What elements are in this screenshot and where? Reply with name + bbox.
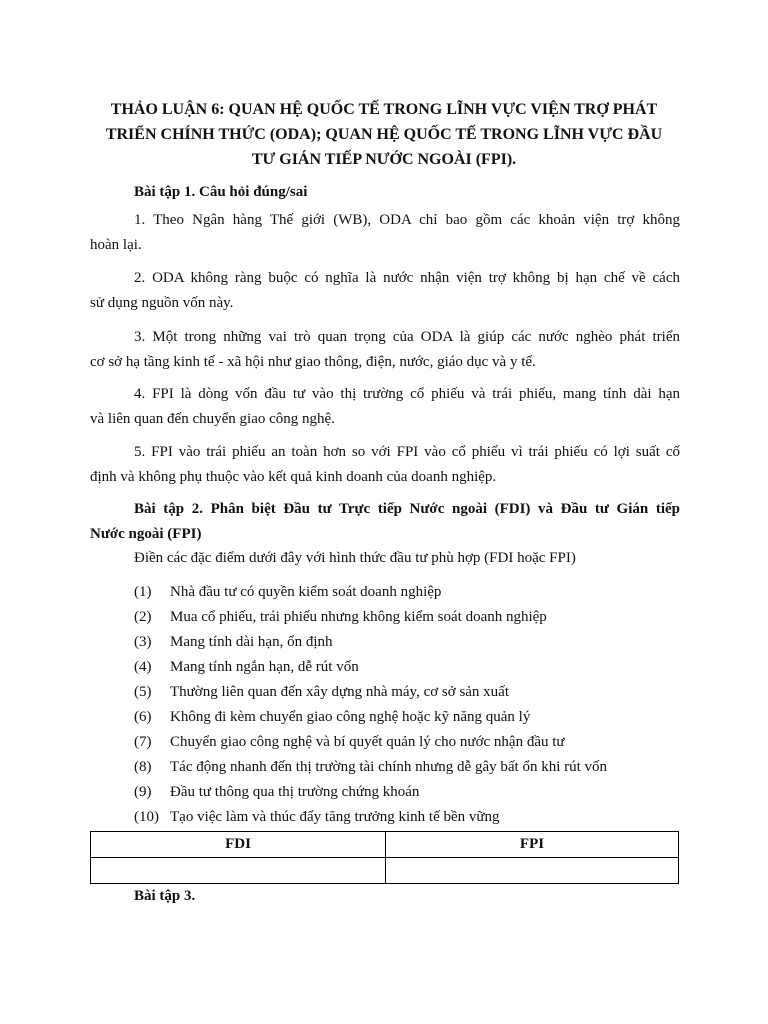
table-row	[91, 858, 679, 884]
exercise-2-instruction: Điền các đặc điểm dưới đây với hình thức đầu tư phù hợp (FDI hoặc FPI)	[134, 550, 576, 566]
table-header-fpi: FPI	[386, 832, 679, 858]
question-2: 2. ODA không ràng buộc có nghĩa là nước nhận viện trợ không bị hạn chế về cách sử dụng nguồn vốn này.	[90, 270, 680, 311]
question-1: 1. Theo Ngân hàng Thế giới (WB), ODA chỉ bao gồm các khoản viện trợ không hoàn lại.	[90, 212, 680, 253]
question-5: 5. FPI vào trái phiếu an toàn hơn so với FPI vào cổ phiếu vì trái phiếu có lợi suất cố định và không phụ thuộc vào kết quả kinh doanh của doanh nghiệp.	[90, 444, 680, 485]
table-header-row	[91, 832, 679, 858]
table-cell-fpi[interactable]	[386, 858, 679, 884]
exercise-1-heading: Bài tập 1. Câu hỏi đúng/sai	[134, 184, 308, 200]
exercise-2-heading: Bài tập 2. Phân biệt Đầu tư Trực tiếp Nước ngoài (FDI) và Đầu tư Gián tiếp Nước ngoài (FPI)	[90, 501, 680, 542]
fdi-fpi-table	[90, 831, 679, 884]
title-line-1: THẢO LUẬN 6: QUAN HỆ QUỐC TẾ TRONG LĨNH VỰC VIỆN TRỢ PHÁT	[110, 101, 658, 118]
table-cell-fdi[interactable]	[91, 858, 386, 884]
title-line-2: TRIỂN CHÍNH THỨC (ODA); QUAN HỆ QUỐC TẾ TRONG LĨNH VỰC ĐẦU	[105, 126, 663, 143]
title-line-3: TƯ GIÁN TIẾP NƯỚC NGOÀI (FPI).	[251, 151, 517, 168]
document-title	[90, 97, 678, 172]
question-3: 3. Một trong những vai trò quan trọng của ODA là giúp các nước nghèo phát triển cơ sở hạ tầng kinh tế - xã hội như giao thông, điện, nước, giáo dục và y tế.	[90, 329, 680, 370]
exercise-3-heading: Bài tập 3.	[134, 888, 196, 904]
question-4: 4. FPI là dòng vốn đầu tư vào thị trường cổ phiếu và trái phiếu, mang tính dài hạn và liên quan đến chuyển giao công nghệ.	[90, 386, 680, 427]
table-header-fdi: FDI	[91, 832, 386, 858]
document-page: THẢO LUẬN 6: QUAN HỆ QUỐC TẾ TRONG LĨNH VỰC VIỆN TRỢ PHÁT TRIỂN CHÍNH THỨC (ODA); QUAN HỆ QUỐC TẾ TRONG LĨNH VỰC ĐẦU TƯ GIÁN TIẾP NƯỚC NGOÀI (FPI). Bài tập 1. Câu hỏi đúng/sai 1. Theo Ngân hàng Thế giới (WB), ODA chỉ bao gồm các khoản viện trợ không hoàn lại. 2. ODA không ràng buộc có nghĩa là nước nhận viện trợ không bị hạn chế về cách sử dụng nguồn vốn này. 3. Một trong những vai trò quan trọng của ODA là giúp các nước nghèo phát triển cơ sở hạ tầng kinh tế - xã hội như giao thông, điện, nước, giáo dục và y tế. 4. FPI là dòng vốn đầu tư vào thị trường cổ phiếu và trái phiếu, mang tính dài hạn và liên quan đến chuyển giao công nghệ. 5. FPI vào trái phiếu an toàn hơn so với FPI vào cổ phiếu vì trái phiếu có lợi suất cố định và không phụ thuộc vào kết quả kinh doanh của doanh nghiệp. Bài tập 2. Phân biệt Đầu tư Trực tiếp Nước ngoài (FDI) và Đầu tư Gián tiếp Nước ngoài (FPI) Điền các đặc điểm dưới đây với hình thức đầu tư phù hợp (FDI hoặc FPI) (1) Nhà đầu tư có quyền kiểm soát doanh nghiệp (2) Mua cổ phiếu, trái phiếu nhưng không kiểm soát doanh nghiệp (3) Mang tính dài hạn, ổn định (4) Mang tính ngắn hạn, dễ rút vốn (5) Thường liên quan đến xây dựng nhà máy, cơ sở sản xuất (6) Không đi kèm chuyển giao công nghệ hoặc kỹ năng quản lý (7) Chuyển giao công nghệ và bí quyết quản lý cho nước nhận đầu tư (8) Tác động nhanh đến thị trường tài chính nhưng dễ gây bất ổn khi rút vốn (9) Đầu tư thông qua thị trường chứng khoán (10) Tạo việc làm và thúc đẩy tăng trưởng kinh tế bền vững FDI FPI Bài tập 3.	[0, 0, 768, 1024]
